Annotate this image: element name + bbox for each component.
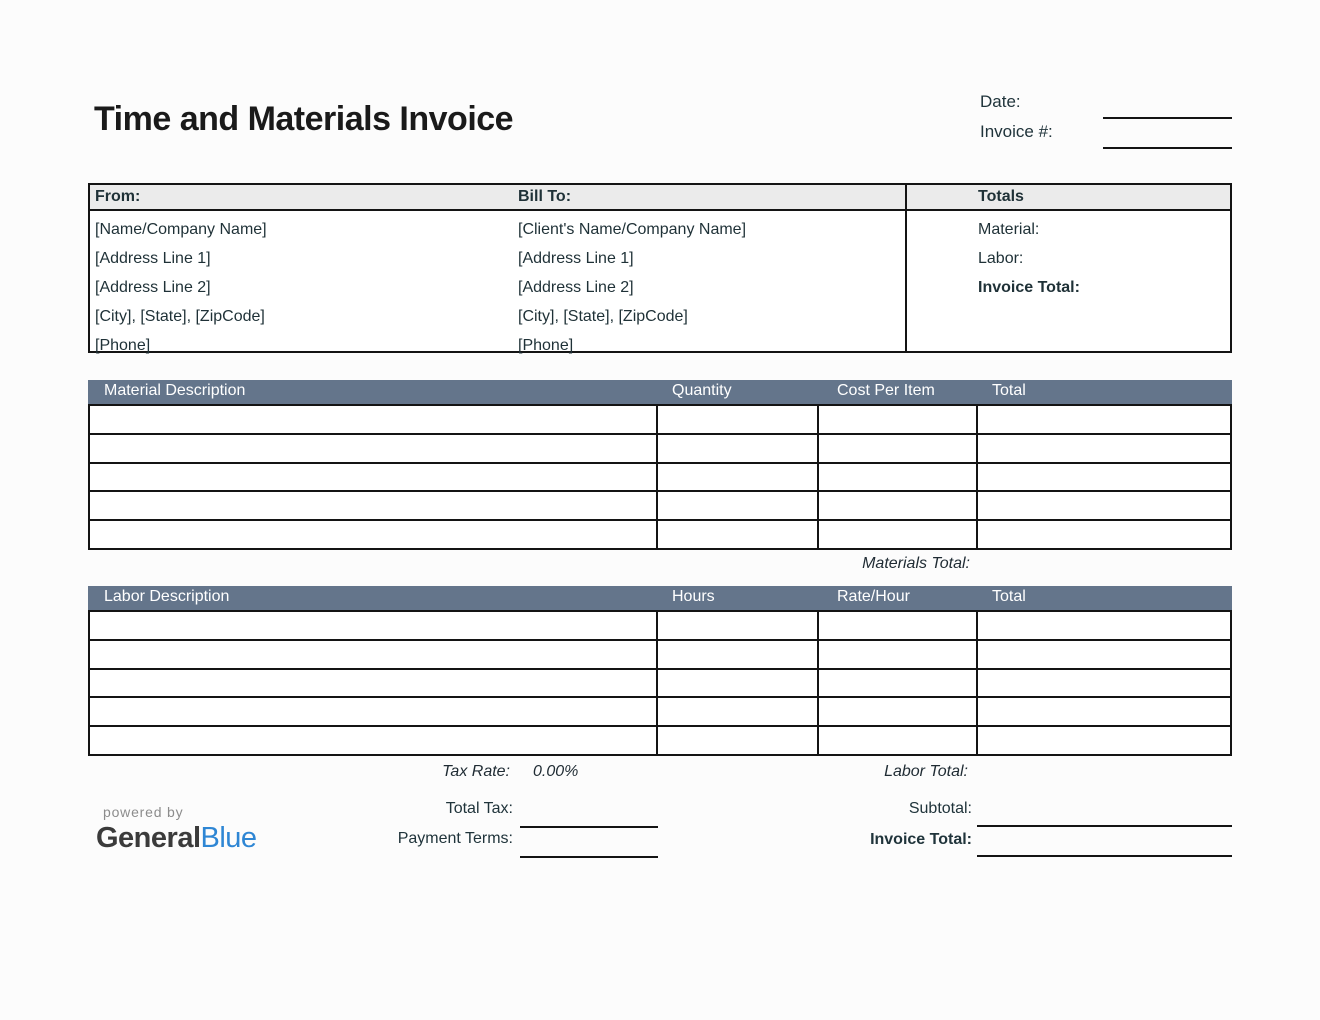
bill-to-name-line[interactable]: [Client's Name/Company Name] <box>518 221 747 238</box>
material-total-header: Total <box>992 382 1026 399</box>
labor-hours-cell[interactable] <box>658 727 819 754</box>
bill-to-city-line[interactable]: [City], [State], [ZipCode] <box>518 308 688 325</box>
labor-rate-cell[interactable] <box>819 670 978 697</box>
material-description-cell[interactable] <box>90 464 658 491</box>
material-description-cell[interactable] <box>90 406 658 433</box>
material-quantity-cell[interactable] <box>658 406 819 433</box>
material-cost-cell[interactable] <box>819 464 978 491</box>
labor-hours-cell[interactable] <box>658 698 819 725</box>
date-label: Date: <box>980 92 1021 111</box>
total-tax-fill-field[interactable] <box>520 826 658 828</box>
labor-total-header: Total <box>992 588 1026 605</box>
material-description-header: Material Description <box>104 382 246 399</box>
labor-total-cell[interactable] <box>978 727 1230 754</box>
labor-rate-cell[interactable] <box>819 727 978 754</box>
tax-rate-label: Tax Rate: <box>442 763 510 780</box>
materials-rows <box>88 404 1232 550</box>
material-quantity-cell[interactable] <box>658 435 819 462</box>
rate-per-hour-header: Rate/Hour <box>837 588 910 605</box>
payment-terms-label: Payment Terms: <box>397 830 513 847</box>
subtotal-fill-field[interactable] <box>977 825 1232 827</box>
parties-header-row <box>90 185 1230 211</box>
quantity-header: Quantity <box>672 382 732 399</box>
labor-rate-cell[interactable] <box>819 641 978 668</box>
materials-header-row <box>88 380 1232 404</box>
material-description-cell[interactable] <box>90 435 658 462</box>
totals-header: Totals <box>978 188 1024 205</box>
payment-terms-fill-field[interactable] <box>520 856 658 858</box>
labor-description-header: Labor Description <box>104 588 230 605</box>
labor-row <box>90 670 1230 699</box>
material-total-cell[interactable] <box>978 521 1230 548</box>
materials-table <box>88 380 1232 550</box>
material-total-cell[interactable] <box>978 492 1230 519</box>
material-quantity-cell[interactable] <box>658 492 819 519</box>
labor-total-cell[interactable] <box>978 698 1230 725</box>
material-description-cell[interactable] <box>90 521 658 548</box>
material-row <box>90 492 1230 521</box>
material-row <box>90 521 1230 550</box>
material-quantity-cell[interactable] <box>658 464 819 491</box>
labor-description-cell[interactable] <box>90 641 658 668</box>
labor-row <box>90 698 1230 727</box>
labor-total-label: Labor Total: <box>884 763 968 780</box>
tax-rate-value[interactable]: 0.00% <box>533 763 579 780</box>
material-row <box>90 435 1230 464</box>
bill-to-phone-line[interactable]: [Phone] <box>518 337 574 354</box>
material-total-cell[interactable] <box>978 406 1230 433</box>
invoice-number-label: Invoice #: <box>980 122 1053 141</box>
labor-total-cell[interactable] <box>978 612 1230 639</box>
labor-row <box>90 727 1230 756</box>
labor-rows <box>88 610 1232 756</box>
labor-rate-cell[interactable] <box>819 698 978 725</box>
labor-total-cell[interactable] <box>978 641 1230 668</box>
labor-table <box>88 586 1232 756</box>
invoice-number-fill-field[interactable] <box>1103 147 1232 149</box>
material-total-cell[interactable] <box>978 435 1230 462</box>
total-tax-label: Total Tax: <box>445 800 513 817</box>
material-cost-cell[interactable] <box>819 435 978 462</box>
labor-hours-cell[interactable] <box>658 612 819 639</box>
bill-to-header: Bill To: <box>518 188 572 205</box>
materials-total-label: Materials Total: <box>862 555 970 572</box>
page-title: Time and Materials Invoice <box>94 100 514 138</box>
material-row <box>90 464 1230 493</box>
powered-by-text: powered by <box>103 804 184 820</box>
totals-column-divider <box>905 185 907 351</box>
parties-table <box>88 183 1232 353</box>
general-blue-logo <box>96 822 257 855</box>
material-cost-cell[interactable] <box>819 406 978 433</box>
bill-to-address-block[interactable] <box>518 215 746 360</box>
labor-rate-cell[interactable] <box>819 612 978 639</box>
material-cost-cell[interactable] <box>819 492 978 519</box>
from-header: From: <box>95 188 141 205</box>
bill-to-address1-line[interactable]: [Address Line 1] <box>518 250 634 267</box>
cost-per-item-header: Cost Per Item <box>837 382 935 399</box>
labor-hours-cell[interactable] <box>658 641 819 668</box>
labor-hours-cell[interactable] <box>658 670 819 697</box>
material-quantity-cell[interactable] <box>658 521 819 548</box>
from-address-block[interactable] <box>95 215 267 360</box>
labor-header-row <box>88 586 1232 610</box>
labor-row <box>90 641 1230 670</box>
brand-general-text: General <box>96 822 201 854</box>
from-address2-line[interactable]: [Address Line 2] <box>95 279 211 296</box>
material-description-cell[interactable] <box>90 492 658 519</box>
from-name-line[interactable]: [Name/Company Name] <box>95 221 267 238</box>
material-row <box>90 406 1230 435</box>
from-address1-line[interactable]: [Address Line 1] <box>95 250 211 267</box>
totals-summary-block <box>978 215 1080 302</box>
labor-row <box>90 612 1230 641</box>
totals-material-label: Material: <box>978 221 1040 238</box>
labor-description-cell[interactable] <box>90 612 658 639</box>
subtotal-label: Subtotal: <box>908 800 972 817</box>
invoice-total-label: Invoice Total: <box>870 831 972 848</box>
totals-labor-label: Labor: <box>978 250 1024 267</box>
labor-description-cell[interactable] <box>90 727 658 754</box>
totals-invoice-total-label: Invoice Total: <box>978 279 1080 296</box>
from-city-line[interactable]: [City], [State], [ZipCode] <box>95 308 265 325</box>
labor-description-cell[interactable] <box>90 670 658 697</box>
labor-description-cell[interactable] <box>90 698 658 725</box>
material-total-cell[interactable] <box>978 464 1230 491</box>
date-fill-field[interactable] <box>1103 117 1232 119</box>
invoice-total-fill-field[interactable] <box>977 855 1232 857</box>
material-cost-cell[interactable] <box>819 521 978 548</box>
from-phone-line[interactable]: [Phone] <box>95 337 151 354</box>
brand-blue-text: Blue <box>200 822 257 854</box>
labor-total-cell[interactable] <box>978 670 1230 697</box>
hours-header: Hours <box>672 588 715 605</box>
bill-to-address2-line[interactable]: [Address Line 2] <box>518 279 634 296</box>
